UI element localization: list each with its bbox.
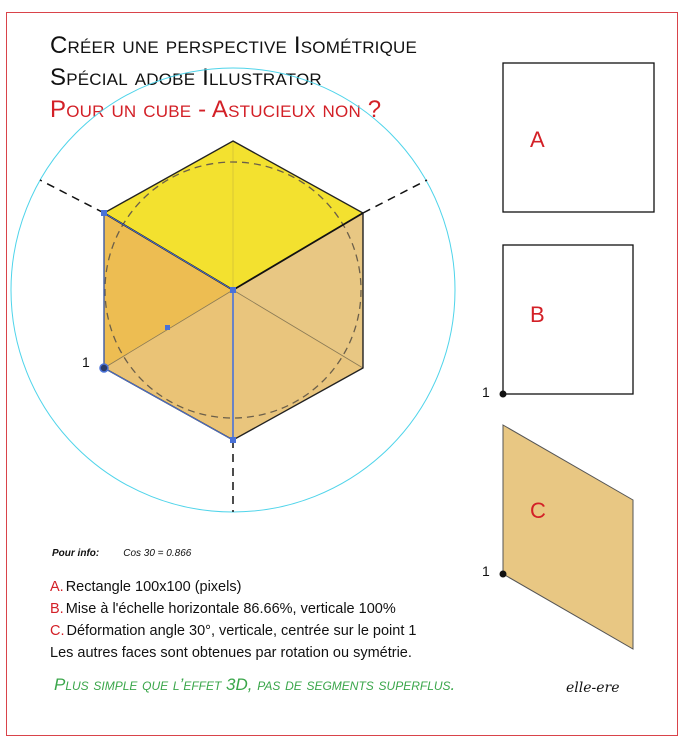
anchor-handle-top-left[interactable] [101,210,107,216]
info-value: Cos 30 = 0.866 [123,548,192,559]
step-text: Rectangle 100x100 (pixels) [65,579,242,595]
step-letter: B. [50,601,64,617]
anchor-handle-mid-left[interactable] [165,325,170,330]
step-text: Les autres faces sont obtenues par rotation ou symétrie. [50,645,412,661]
step-letter: C. [50,623,65,639]
signature: elle-ere [566,680,620,696]
anchor-point-1[interactable] [100,364,108,372]
step-note [50,642,416,664]
shape-b-point-1 [500,391,507,398]
shape-c-point-1 [500,571,507,578]
point-1-label: 1 [82,354,90,370]
parallelogram-c [503,425,633,649]
square-a [503,63,654,212]
info-note [52,548,191,559]
shape-b-point-label: 1 [482,384,490,400]
anchor-handle-bottom[interactable] [230,437,236,443]
footer-tagline: Plus simple que l’effet 3D, pas de segments superflus. [54,675,456,694]
shape-a-label: A [530,127,545,152]
title-line-1: Créer une perspective Isométrique [50,32,418,59]
anchor-handle-center[interactable] [230,287,236,293]
steps-list [50,576,416,664]
step-text: Mise à l'échelle horizontale 86.66%, verticale 100% [65,601,396,617]
info-label: Pour info: [52,548,100,559]
shape-b-label: B [530,302,545,327]
shape-c-point-label: 1 [482,563,490,579]
title-line-3: Pour un cube - Astucieux non ? [50,96,382,123]
axis-left-dashed [40,180,104,213]
step-a [50,576,416,598]
step-c [50,620,416,642]
title-line-2: Spécial adobe Illustrator [50,64,322,91]
step-letter: A. [50,579,64,595]
step-b [50,598,416,620]
shape-c-label: C [530,498,546,523]
step-text: Déformation angle 30°, verticale, centrée sur le point 1 [66,623,417,639]
axis-right-dashed [363,180,427,213]
rectangle-b [503,245,633,394]
